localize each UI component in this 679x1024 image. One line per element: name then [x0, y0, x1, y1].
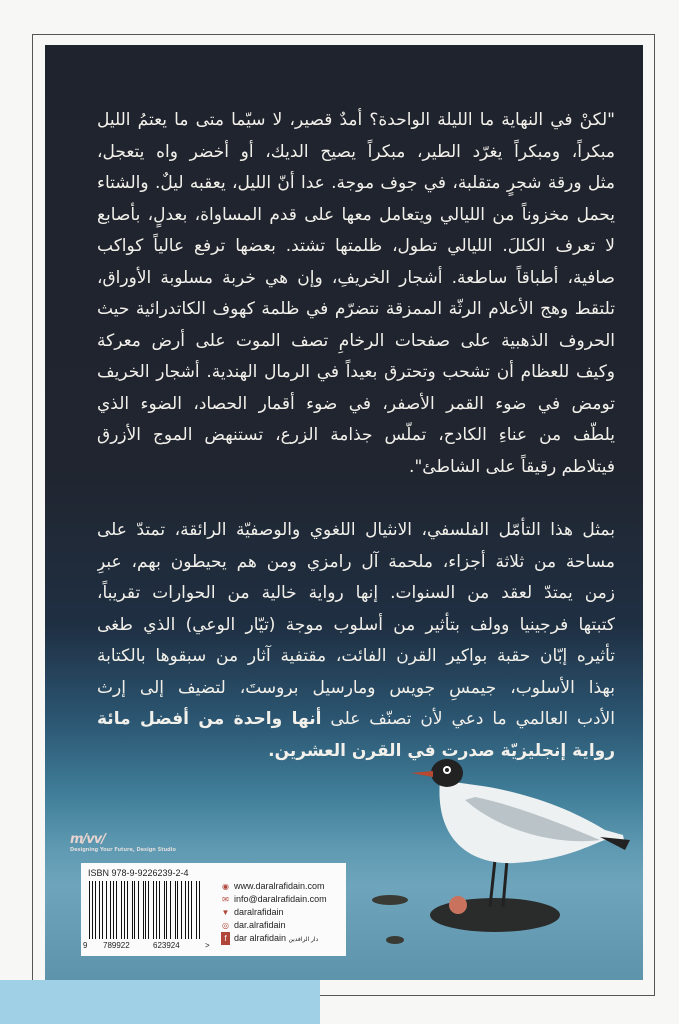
barcode-digit: 623924	[153, 941, 180, 950]
blurb-paragraph-1	[97, 105, 615, 483]
contact-text: dar alrafidain	[234, 933, 287, 943]
text-line: لا تعرف الكللَ. الليالي تطول، ظلمتها تشتد. بعضها ترفع عالياً كواكب	[97, 236, 615, 256]
snail-icon	[449, 896, 467, 914]
text-line: تأثيره إبّان حقبة بواكير القرن الفائت، مقتفية آثار من سبقوها بالكتابة	[97, 646, 615, 666]
contact-text: dar.alrafidain	[234, 920, 286, 930]
barcode-digit: 9	[83, 941, 88, 950]
facebook-icon: f	[221, 932, 230, 945]
barcode-bar	[148, 881, 149, 939]
barcode-bar	[196, 881, 197, 939]
text-line: يحمل مخزوناً من الليالي ويتعامل معها على قدم المساواة، بعدلٍ، بأصابع	[97, 204, 615, 225]
text-line: صافية، أطباقاً ساطعة. أشجار الخريفِ، وإن هي خربة مسلوبة الأوراق،	[97, 267, 615, 288]
text-line	[97, 704, 615, 736]
text-line: "لكنْ في النهاية ما الليلة الواحدة؟ أمدٌ قصير، لا سيّما متى ما يعتمُ الليل	[97, 110, 615, 130]
barcode-bar	[99, 881, 100, 939]
text-line: مثل ورقة شجرٍ متقلبة، في جوف موجة. عدا أنّ الليل، يعقبه ليلٌ. والشتاء	[97, 173, 615, 193]
barcode-bar	[138, 881, 139, 939]
barcode-bar	[116, 881, 117, 939]
barcode-bar	[106, 881, 107, 939]
highlight-text: أنها واحدة من أفضل مائة	[97, 709, 322, 729]
text-line: فيتلاطم رقيقاً على الشاطئ".	[409, 456, 615, 477]
barcode-digit: 789922	[103, 941, 130, 950]
contact-text: www.daralrafidain.com	[234, 881, 325, 891]
contact-list	[221, 880, 327, 947]
pebble	[372, 895, 408, 905]
text-line: مبكراً، ومبكراً يغرّد الطير، مبكراً يصيح الديك، أو أخضر واه يتعجل،	[97, 141, 615, 162]
barcode-bar	[159, 881, 160, 939]
contact-facebook[interactable]	[221, 932, 327, 947]
contact-email[interactable]	[221, 893, 327, 906]
isbn-box	[81, 863, 346, 956]
pebble	[386, 936, 404, 944]
barcode-bar	[181, 881, 182, 939]
twitter-icon: ▼	[221, 908, 230, 917]
contact-instagram[interactable]	[221, 919, 327, 932]
barcode-bar	[127, 881, 128, 939]
barcode-bar	[89, 881, 90, 939]
instagram-icon: ◎	[222, 921, 229, 930]
text-line: تلتقط وهج الأعلام الرثّة الممزقة نتضرّم في ظلمة كهوف الكاتدرائية حيث	[97, 299, 615, 319]
text-line: يلطّف من عناءِ الكادح، تملّس جذامة الزرع، تستنهض الموج الأزرق	[97, 425, 615, 445]
text-segment: الأدب العالمي ما دعي لأن تصنّف على	[321, 709, 615, 729]
barcode-bar	[177, 881, 178, 939]
barcode-bar	[110, 881, 111, 939]
design-studio-logo	[70, 832, 176, 853]
text-line: كتبتها فرجينيا وولف بتأثير من أسلوب موجة (تيّار الوعي) الذي طغى	[97, 614, 615, 635]
mail-icon: ✉	[222, 895, 229, 904]
logo-tagline: Designing Your Future, Design Studio	[70, 847, 176, 853]
blurb-paragraph-2	[97, 515, 615, 767]
barcode-bar	[191, 881, 192, 939]
text-line: الحروف الذهبية على صفحات الرخامِ تصف الموت على أرض معركة	[97, 330, 615, 351]
barcode-bar	[153, 881, 154, 939]
globe-icon: ◉	[222, 882, 229, 891]
text-line: زمن يمتدّ لعقد من السنوات. إنها رواية خالية من الحوارات تقريباً،	[97, 583, 615, 603]
contact-twitter[interactable]	[221, 906, 327, 919]
contact-website[interactable]	[221, 880, 327, 893]
isbn-number: ISBN 978-9-9226239-2-4	[88, 868, 189, 878]
barcode-digit: >	[205, 941, 210, 950]
text-line: وكيف للعظام أن تشحب وتحترق بعيداً في الرمال الهندية. أشجار الخريف	[97, 362, 615, 382]
text-line: بمثل هذا التأمّل الفلسفي، الانثيال اللغوي والوصفيّة الرائقة، تمتدّ على	[97, 520, 615, 540]
highlight-text: رواية إنجليزيّة صدرت في القرن العشرين.	[268, 740, 615, 761]
logo-text: m/vv/	[70, 832, 105, 847]
scan-edge-strip	[0, 980, 320, 1024]
barcode-bar	[170, 881, 171, 939]
contact-text: info@daralrafidain.com	[234, 894, 327, 904]
text-line: مساحة من ثلاثة أجزاء، ملحمة آل رامزي ومن هم يحيطون بهم، عبرِ	[97, 551, 615, 572]
text-line: بهذا الأسلوب، جيمسِ جويس ومارسيل بروستَ، لتضيف إلى إرث	[97, 677, 615, 698]
barcode	[89, 881, 201, 939]
publisher-arabic: دار الرافدين	[288, 937, 319, 943]
text-line: تومض في ضوء القمر الأصفر، في ضوء أقمار الحصاد، الضوء الذي	[97, 393, 615, 414]
contact-text: daralrafidain	[234, 907, 284, 917]
barcode-bar	[134, 881, 135, 939]
